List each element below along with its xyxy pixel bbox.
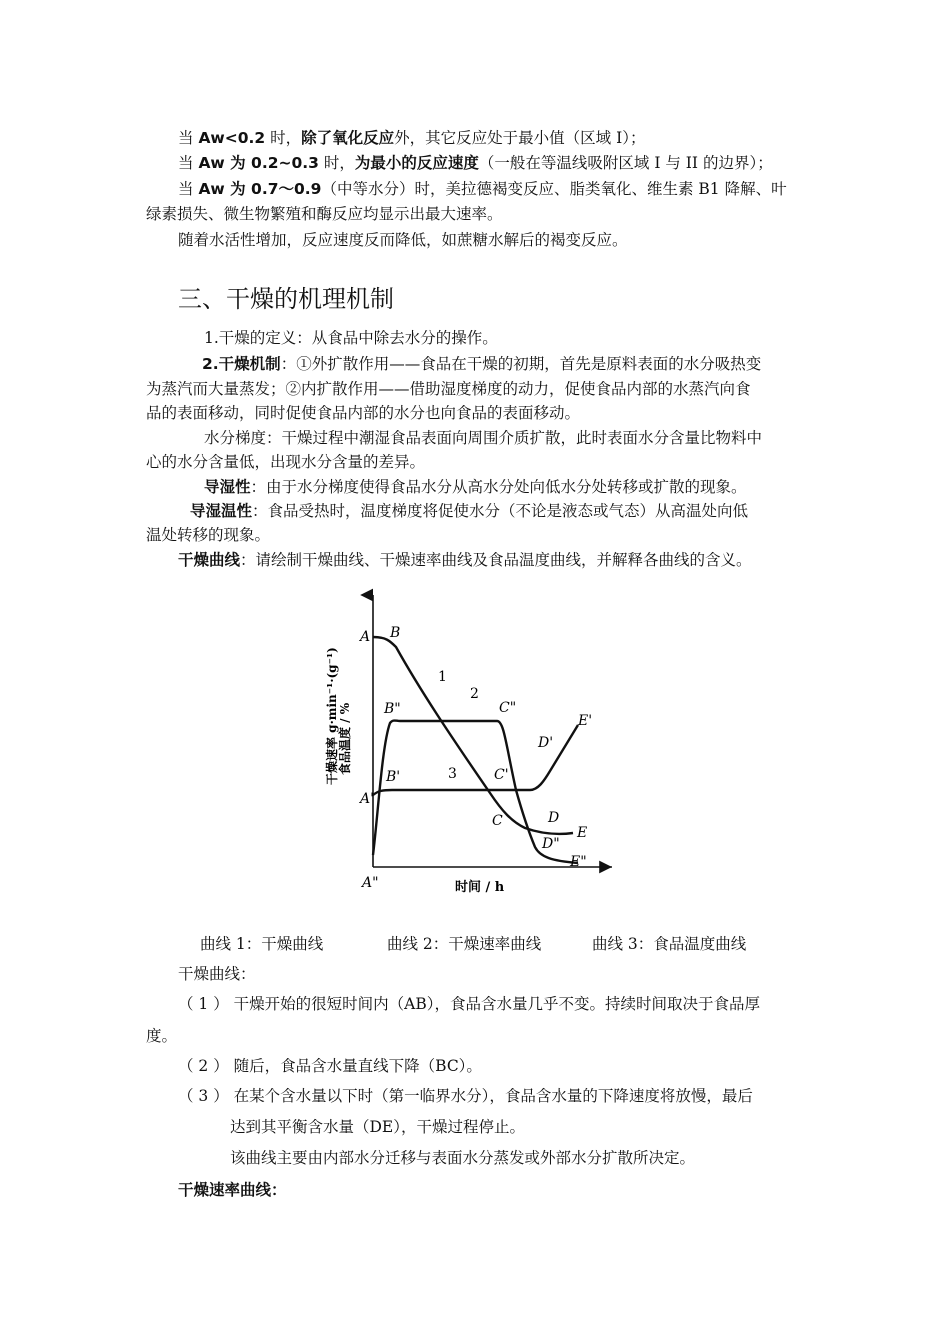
text: 时， <box>265 129 302 147</box>
subsection-title: 干燥速率曲线： <box>178 1181 287 1199</box>
text: （一般在等温线吸附区域 I 与 II 的边界）； <box>478 154 773 172</box>
text-line: （ 1 ） 干燥开始的很短时间内（AB），食品含水量几乎不变。持续时间取决于食品厚 <box>178 995 760 1013</box>
label-A1: A' <box>360 791 374 807</box>
text-line <box>202 352 761 376</box>
text-line: 该曲线主要由内部水分迁移与表面水分蒸发或外部水分扩散所决定。 <box>230 1149 696 1167</box>
caption-curve-1: 曲线 1：干燥曲线 <box>200 935 324 953</box>
text: ：请绘制干燥曲线、干燥速率曲线及食品温度曲线，并解释各曲线的含义。 <box>240 551 752 569</box>
text: 当 <box>178 180 199 198</box>
text-line: （ 2 ） 随后，食品含水量直线下降（BC）。 <box>178 1057 482 1075</box>
drying-curve-figure <box>320 585 620 905</box>
label-C: C <box>492 813 503 829</box>
text-line: 度。 <box>146 1027 178 1045</box>
text-line: 达到其平衡含水量（DE），干燥过程停止。 <box>230 1118 525 1136</box>
label-B2: B" <box>384 701 401 717</box>
y-axis-title-main: 干燥速率 g·min⁻¹·(g⁻¹) <box>325 647 339 785</box>
label-A: A <box>360 629 371 645</box>
text: 外，其它反应处于最小值（区域 I）； <box>394 129 646 147</box>
text-line <box>178 548 752 572</box>
text-line: 水分梯度：干燥过程中潮湿食品表面向周围介质扩散，此时表面水分含量比物料中 <box>204 429 763 447</box>
bold-text: 除了氧化反应 <box>301 129 395 147</box>
text-line: 为蒸汽而大量蒸发；②内扩散作用——借助湿度梯度的动力，促使食品内部的水蒸汽向食 <box>146 380 751 398</box>
text-line <box>178 177 787 201</box>
text-line: 随着水活性增加，反应速度反而降低，如蔗糖水解后的褐变反应。 <box>178 231 628 249</box>
section-heading: 三、干燥的机理机制 <box>178 285 394 313</box>
text: ：①外扩散作用——食品在干燥的初期，首先是原料表面的水分吸热变 <box>280 355 762 373</box>
text: 当 <box>178 129 199 147</box>
label-D1: D' <box>538 735 554 751</box>
bold-text: 为最小的反应速度 <box>354 154 479 172</box>
text: （中等水分）时，美拉德褐变反应、脂类氧化、维生素 B1 降解、叶 <box>321 180 787 198</box>
curve-number-1: 1 <box>438 669 447 685</box>
text: 时， <box>318 154 355 172</box>
text-line <box>178 126 645 150</box>
text-line: 温处转移的现象。 <box>146 526 271 544</box>
subsection-title: 干燥曲线： <box>178 965 256 983</box>
label-D2: D" <box>542 836 560 852</box>
text-line: 品的表面移动，同时促使食品内部的水分也向食品的表面移动。 <box>146 404 581 422</box>
text: 当 <box>178 154 199 172</box>
x-axis-title: 时间 / h <box>455 880 505 895</box>
label-B1: B' <box>386 769 401 785</box>
text-line: 心的水分含量低，出现水分含量的差异。 <box>146 453 426 471</box>
label-E: E <box>577 825 588 841</box>
text-line <box>204 475 747 499</box>
curve-number-2: 2 <box>470 686 479 702</box>
label-B: B <box>390 625 401 641</box>
text-line <box>190 499 748 523</box>
bold-text: 2.干燥机制 <box>202 355 281 373</box>
text-line: （ 3 ） 在某个含水量以下时（第一临界水分），食品含水量的下降速度将放慢，最后 <box>178 1087 753 1105</box>
label-D: D <box>548 810 560 826</box>
text-line: 1.干燥的定义：从食品中除去水分的操作。 <box>204 329 498 347</box>
caption-curve-2: 曲线 2：干燥速率曲线 <box>387 935 542 953</box>
bold-text: 导湿性 <box>204 478 251 496</box>
bold-text: 干燥曲线 <box>178 551 241 569</box>
bold-text: Aw 为 0.7～0.9 <box>198 180 322 198</box>
label-A2: A" <box>362 875 379 891</box>
curve-number-3: 3 <box>448 766 457 782</box>
label-E1: E' <box>578 713 593 729</box>
caption-curve-3: 曲线 3：食品温度曲线 <box>592 935 747 953</box>
text: ：食品受热时，温度梯度将促使水分（不论是液态或气态）从高温处向低 <box>252 502 749 520</box>
text-line <box>178 151 773 175</box>
bold-text: Aw<0.2 <box>198 129 266 147</box>
text-line: 绿素损失、微生物繁殖和酶反应均显示出最大速率。 <box>146 205 503 223</box>
label-E2: E" <box>570 854 587 870</box>
bold-text: 导湿温性 <box>190 502 253 520</box>
label-C2: C" <box>499 700 517 716</box>
text: ：由于水分梯度使得食品水分从高水分处向低水分处转移或扩散的现象。 <box>250 478 747 496</box>
bold-text: Aw 为 0.2~0.3 <box>198 154 319 172</box>
label-C1: C' <box>494 767 509 783</box>
y-axis-title-sub: 食品温度 / % <box>338 702 352 775</box>
